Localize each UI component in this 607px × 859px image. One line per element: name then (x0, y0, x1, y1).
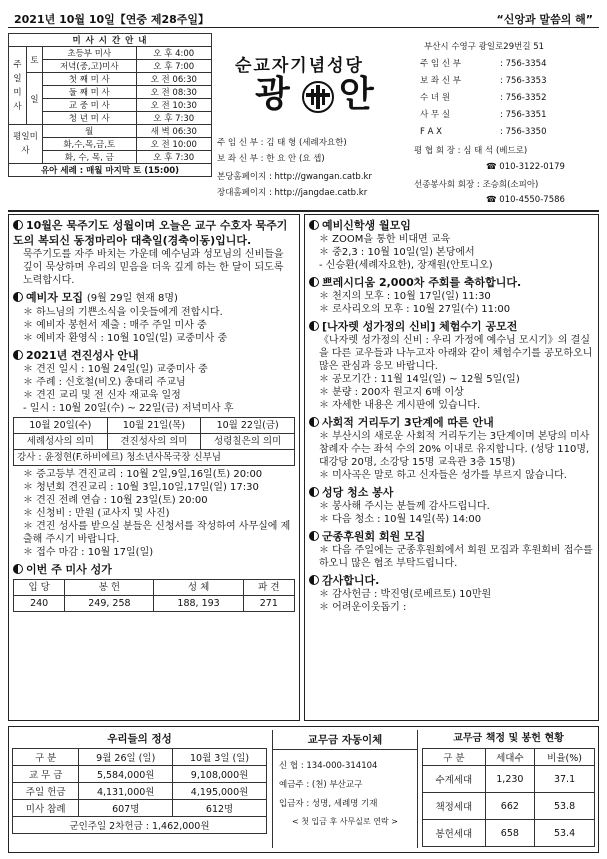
bullet-icon (309, 417, 319, 427)
transfer-note: < 첫 입금 후 사무실로 연락 > (292, 817, 398, 826)
status-section (422, 730, 595, 847)
mass-name: 화, 수, 목, 금 (43, 151, 137, 164)
mass-time: 오 후 7:30 (136, 151, 211, 164)
table-cell: 견진성사의 의미 (107, 434, 201, 450)
list-item: ＊ 분량 : 200자 원고지 6매 이상 (319, 387, 464, 398)
church-name-small: 순교자기념성당 (235, 56, 364, 76)
table-cell: 249, 258 (65, 596, 154, 612)
list-item: ＊ 견진 교리 및 전 신자 재교육 일정 (23, 390, 181, 401)
mass-name: 저녁(중,고)미사 (43, 60, 137, 73)
list-item: ＊ 미사곡은 말로 하고 신자들은 성가를 부르지 않습니다. (319, 470, 567, 481)
list-item: ＊ 견진 전례 연습 : 10월 23일(토) 20:00 (23, 495, 208, 506)
table-header: 성 체 (154, 580, 243, 596)
distancing-list (309, 430, 594, 482)
saturday-label: 토 (27, 47, 43, 73)
cleaning-list (309, 500, 594, 526)
list-item: ＊ 감사헌금 : 박진영(로베르토) 10만원 (319, 589, 492, 600)
table-cell: 교 무 금 (13, 766, 79, 783)
contest-heading (309, 319, 594, 334)
status-title: 교무금 책정 및 봉헌 현황 (453, 733, 564, 744)
funeral-phone (486, 194, 565, 207)
church-name-big-2: 안 (339, 74, 374, 115)
funeral-president: 선종봉사회 회장 : 조승희(소피아) (414, 180, 539, 190)
phone-label: 사 무 실 (420, 110, 451, 120)
hymns-heading (13, 562, 295, 577)
table-cell: 1,230 (485, 766, 534, 793)
confirmation-list (13, 363, 295, 415)
table-cell: 53.4 (535, 820, 595, 847)
mass-time: 오 전 06:30 (136, 73, 211, 86)
table-cell: 607명 (79, 800, 173, 817)
phone-number: 756-3352 (505, 93, 547, 103)
bullet-icon (309, 220, 319, 230)
table-cell: 240 (14, 596, 65, 612)
table-header: 구 분 (423, 749, 486, 766)
bullet-icon (13, 292, 23, 302)
contest-body: 《나자렛 성가정의 신비 : 우리 가정에 예수님 모시기》의 결실을 다른 교우들과 나누고자 아래와 같이 체험수기를 공모하오니 많은 관심과 응모 바랍니다. (319, 335, 593, 372)
table-header: 10월 21일(목) (107, 418, 201, 434)
table-cell: 주일 헌금 (13, 783, 79, 800)
transfer-title: 교무금 자동이체 (273, 730, 417, 750)
mass-name: 초등부 미사 (43, 47, 137, 60)
confirmation-more-list (13, 468, 295, 559)
council-phone-number: 010-3122-0179 (499, 162, 565, 172)
bullet-icon (309, 531, 319, 541)
table-cell: 봉헌세대 (423, 820, 486, 847)
table-header: 10월 3일 (일) (173, 749, 267, 766)
table-cell: 4,131,000원 (79, 783, 173, 800)
mass-time: 오 전 10:00 (136, 138, 211, 151)
table-cell: 미사 참례 (13, 800, 79, 817)
list-item: ＊ 부산시의 새로운 사회적 거리두기는 3단계이며 본당의 미사 참례자 수는 좌석 수의 20% 이내로 유지합니다. (성당 110명, 대강당 20명, 소강당 15명 교육관 3층 15명) (319, 431, 590, 468)
table-header: 입 당 (14, 580, 65, 596)
phone-number: 756-3351 (505, 110, 547, 120)
table-cell: 658 (485, 820, 534, 847)
seminarian-list (309, 233, 594, 272)
bullet-icon (309, 575, 319, 585)
rosary-month-heading (13, 218, 295, 248)
phone-number: 756-3350 (505, 127, 547, 137)
table-cell: 612명 (173, 800, 267, 817)
assistant-line: 보 좌 신 부 : 한 요 안 (요 셉) (217, 154, 325, 164)
distancing-heading (309, 415, 594, 430)
offering-table (12, 748, 267, 834)
mass-name: 월 (43, 125, 137, 138)
phone-label: 보 좌 신 부 (420, 76, 461, 86)
mass-time: 오 전 10:30 (136, 99, 211, 112)
list-item: - 일시 : 10월 20일(수) ~ 22일(금) 저녁미사 후 (23, 403, 234, 414)
address: 부산시 수영구 광일로29번길 51 (424, 42, 545, 52)
contest-title: [나자렛 성가정의 신비] 체험수기 공모전 (322, 320, 518, 333)
list-item: ＊ 청년회 견진교리 : 10월 3일,10일,17일(일) 17:30 (23, 482, 259, 493)
list-item: ＊ 접수 마감 : 10월 17일(일) (23, 547, 154, 558)
phone-number: 756-3353 (505, 76, 547, 86)
cleaning-title: 성당 청소 봉사 (322, 486, 394, 499)
bulletin-date: 2021년 10월 10일【연중 제28주일】 (14, 13, 210, 26)
list-item: ＊ 다음 주일에는 군종후원회에서 회원 모집과 후원회비 접수를 하오니 많은 협조 부탁드립니다. (319, 545, 593, 569)
table-cell: 662 (485, 793, 534, 820)
council-phone (486, 161, 565, 174)
year-motto: “신앙과 말씀의 해” (496, 13, 593, 26)
mass-schedule (8, 33, 212, 177)
list-item: - 신승환(세례자요한), 장재원(안토니오) (319, 260, 493, 271)
table-cell: 4,195,000원 (173, 783, 267, 800)
list-item: ＊ 예비자 봉헌서 제출 : 매주 주일 미사 중 (23, 320, 207, 331)
table-cell: 군인주일 2차헌금 : 1,462,000원 (13, 817, 267, 834)
mass-time: 새 벽 06:30 (136, 125, 211, 138)
hymns-title: 이번 주 미사 성가 (26, 563, 112, 576)
table-header: 파 견 (243, 580, 294, 596)
status-table (422, 748, 595, 847)
weekday-label: 평일미사 (9, 125, 43, 164)
bank-account: 신 협 : 134-000-314104 (279, 761, 378, 771)
bottom-panel (8, 726, 599, 853)
table-cell: 세례성사의 의미 (14, 434, 108, 450)
thanks-list (309, 588, 594, 614)
catechumen-list (13, 306, 295, 345)
sunday-label: 주일미사 (9, 47, 27, 125)
table-cell: 37.1 (535, 766, 595, 793)
homepage-link-2[interactable]: 장대홈페이지 : http://jangdae.catb.kr (217, 188, 368, 198)
hymns-table (13, 579, 295, 612)
praesidium-list (309, 290, 594, 316)
catechumen-title: 예비자 모집 (26, 291, 83, 304)
confirmation-title: 2021년 견진성사 안내 (26, 349, 139, 362)
seminarian-title: 예비신학생 월모임 (322, 219, 411, 232)
mass-time: 오 전 08:30 (136, 86, 211, 99)
church-identity (215, 33, 405, 208)
deposit-memo: 입금자 : 성명, 세례명 기재 (279, 799, 378, 809)
sunday-day-label: 일 (27, 73, 43, 125)
table-cell: 5,584,000원 (79, 766, 173, 783)
left-column (8, 214, 300, 721)
rosary-month-body: 묵주기도를 자주 바치는 가운데 예수님과 성모님의 신비들을 깊이 묵상하며 우리의 믿음을 더욱 깊게 하는 한 달이 되도록 노력합시다. (23, 249, 284, 286)
transfer-section (272, 730, 418, 848)
table-cell: 188, 193 (154, 596, 243, 612)
table-cell: 9,108,000원 (173, 766, 267, 783)
thanks-heading (309, 573, 594, 588)
mass-time: 오 후 4:00 (136, 47, 211, 60)
list-item: ＊ 중2,3 : 10월 10일(일) 본당에서 (319, 247, 475, 258)
baptism-note: 유아 세례 : 매월 마지막 토 (15:00) (9, 164, 212, 177)
bullet-icon (13, 564, 23, 574)
list-item: ＊ 예비자 환영식 : 10월 10일(일) 교중미사 중 (23, 333, 228, 344)
praesidium-heading (309, 275, 594, 290)
rosary-month-title: 10월은 묵주기도 성월이며 오늘은 교구 수호자 묵주기도의 복되신 동정마리아 대축일(경축이동)입니다. (13, 219, 288, 247)
table-cell: 책정세대 (423, 793, 486, 820)
church-logo-icon (301, 80, 335, 114)
mass-time: 오 후 7:00 (136, 60, 211, 73)
table-header: 봉 헌 (65, 580, 154, 596)
phone-icon: ☎ (486, 195, 500, 205)
list-item: ＊ 로사리오의 모후 : 10월 27일(수) 11:00 (319, 304, 511, 315)
list-item: ＊ 하느님의 기쁜소식을 이웃들에게 전합시다. (23, 307, 223, 318)
right-column (304, 214, 599, 721)
list-item: ＊ 견진 성사를 받으실 분들은 신청서를 작성하여 사무실에 제출해 주시기 바랍니다. (23, 521, 291, 545)
table-cell: 성령칠은의 의미 (201, 434, 295, 450)
pastor-line: 주 임 신 부 : 김 태 형 (세례자요한) (217, 138, 347, 148)
mass-name: 청 년 미 사 (43, 112, 137, 125)
list-item: ＊ 봉사해 주시는 분들께 감사드립니다. (319, 501, 490, 512)
distancing-title: 사회적 거리두기 3단계에 따른 안내 (322, 416, 494, 429)
praesidium-title: 쁘레시디움 2,000차 주회를 축하합니다. (322, 276, 522, 289)
table-header: 세대수 (485, 749, 534, 766)
bullet-icon (309, 487, 319, 497)
table-cell: 53.8 (535, 793, 595, 820)
mass-name: 첫 째 미 사 (43, 73, 137, 86)
bullet-icon (309, 321, 319, 331)
phone-label: 수 녀 원 (420, 93, 451, 103)
account-holder: 예금주 : (천) 부산교구 (279, 780, 363, 790)
catechumen-heading (13, 290, 295, 306)
council-president: 평 협 회 장 : 심 태 석 (베드로) (414, 146, 528, 156)
list-item: ＊ 주례 : 신호철(비오) 총대리 주교님 (23, 377, 186, 388)
mass-name: 화,수,목,금,토 (43, 138, 137, 151)
phone-list: 주 임 신 부 : 756-3354 보 좌 신 부 : 756-3353 수 녀 원 : 756-3352 사 무 실 : 756-3351 F A X : 756-3350 (420, 56, 595, 141)
table-header: 9월 26일 (일) (79, 749, 173, 766)
list-item: ＊ 다음 청소 : 10월 14일(목) 14:00 (319, 514, 482, 525)
bullet-icon (13, 350, 23, 360)
table-header: 10월 22일(금) (201, 418, 295, 434)
contact-panel (410, 33, 600, 208)
header-divider (8, 210, 599, 212)
phone-number: 756-3354 (505, 59, 547, 69)
list-item: ＊ ZOOM을 통한 비대면 교육 (319, 234, 451, 245)
funeral-phone-number: 010-4550-7586 (499, 195, 565, 205)
mass-title: 미 사 시 간 안 내 (9, 34, 212, 47)
table-cell: 271 (243, 596, 294, 612)
catechumen-count: (9월 29일 현재 8명) (86, 293, 178, 304)
list-item: ＊ 신청비 : 만원 (교사지 및 사진) (23, 508, 170, 519)
list-item: ＊ 자세한 내용은 게시판에 있습니다. (319, 400, 481, 411)
cleaning-heading (309, 485, 594, 500)
bullet-icon (309, 277, 319, 287)
phone-icon: ☎ (486, 162, 500, 172)
list-item: ＊ 천지의 모후 : 10월 17일(일) 11:30 (319, 291, 491, 302)
offering-section (12, 730, 267, 834)
confirmation-heading (13, 348, 295, 363)
mass-name: 교 중 미 사 (43, 99, 137, 112)
table-header: 구 분 (13, 749, 79, 766)
table-header: 비율(%) (535, 749, 595, 766)
mass-time: 오 후 7:30 (136, 112, 211, 125)
table-header: 10월 20일(수) (14, 418, 108, 434)
homepage-link-1[interactable]: 본당홈페이지 : http://gwangan.catb.kr (217, 172, 372, 182)
bullet-icon (13, 220, 23, 230)
list-item: ＊ 어려운이웃돕기 : (319, 602, 407, 613)
contest-list (309, 373, 594, 412)
list-item: ＊ 증고등부 견진교리 : 10월 2일,9일,16일(토) 20:00 (23, 469, 263, 480)
top-banner (8, 6, 599, 28)
church-name-big-1: 광 (255, 74, 290, 115)
military-heading (309, 529, 594, 544)
phone-label: F A X (420, 127, 442, 137)
offering-title: 우리들의 정성 (107, 733, 172, 745)
mass-name: 둘 째 미 사 (43, 86, 137, 99)
table-cell: 강사 : 윤정현(F.하비에르) 청소년사목국장 신부님 (14, 450, 295, 466)
seminarian-heading (309, 218, 594, 233)
list-item: ＊ 견진 일시 : 10월 24일(일) 교중미사 중 (23, 364, 208, 375)
thanks-title: 감사합니다. (322, 574, 380, 587)
phone-label: 주 임 신 부 (420, 59, 461, 69)
military-title: 군종후원회 회원 모집 (322, 530, 426, 543)
list-item: ＊ 공모기간 : 11월 14일(일) ~ 12월 5일(일) (319, 374, 520, 385)
military-list (309, 544, 594, 570)
table-cell: 수계세대 (423, 766, 486, 793)
confirmation-schedule-table (13, 417, 295, 466)
